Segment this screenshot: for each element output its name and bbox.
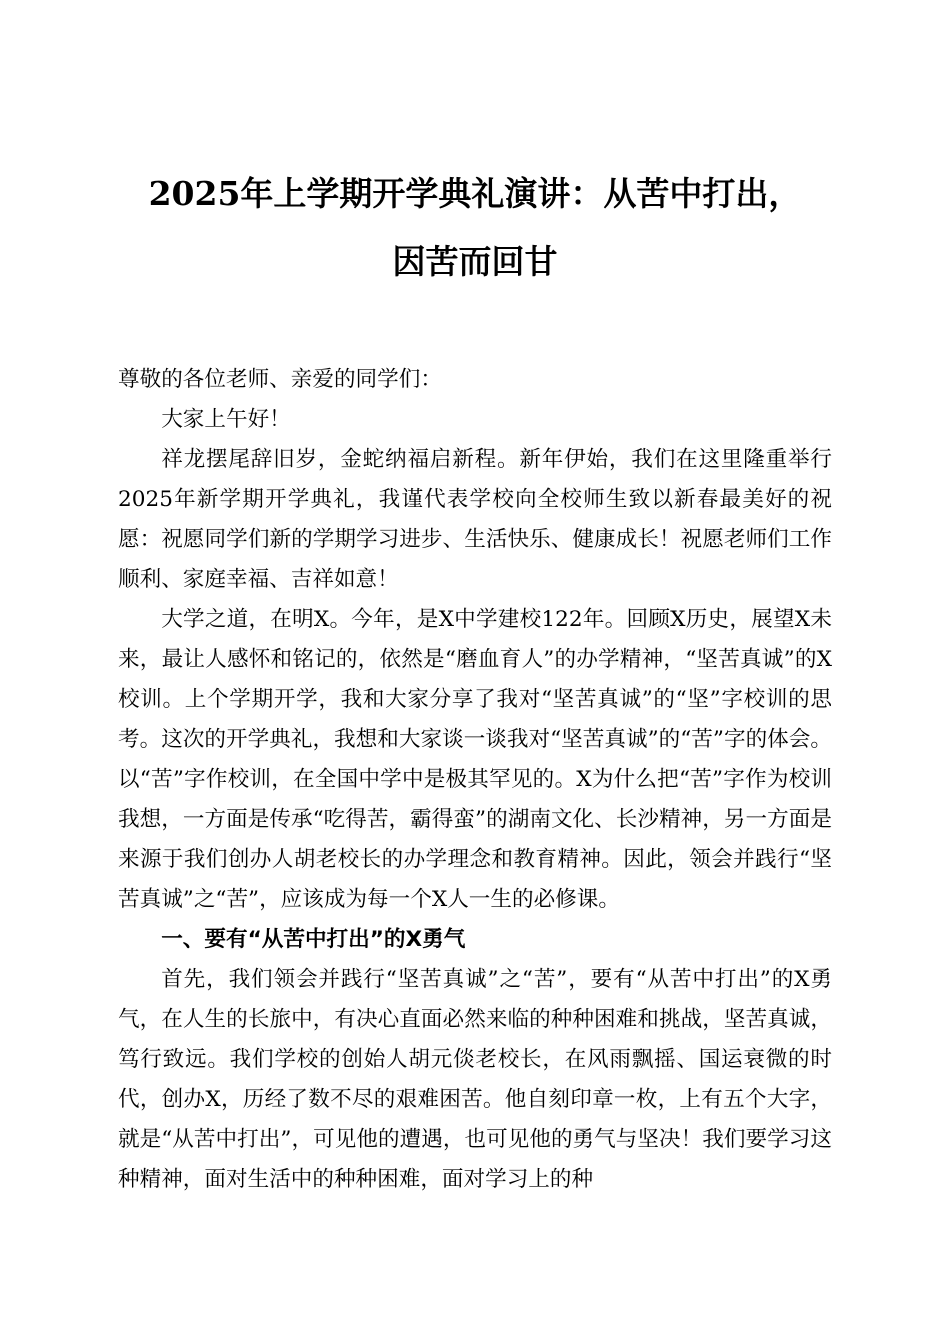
paragraph-section-one: 首先，我们领会并践行“坚苦真诚”之“苦”，要有“从苦中打出”的X勇气，在人生的长旅中，有决心直面必然来临的种种困难和挑战，坚苦真诚，笃行致远。我们学校的创始人胡元倓老校长，在风雨飘摇、国运衰微的时代，创办X，历经了数不尽的艰难困苦。他自刻印章一枚，上有五个大字，就是“从苦中打出”，可见他的遭遇，也可见他的勇气与坚决！我们要学习这种精神，面对生活中的种种困难，面对学习上的种 [118, 967, 832, 1192]
salutation: 尊敬的各位老师、亲爱的同学们： [118, 367, 442, 392]
document-body [118, 360, 832, 1200]
greeting: 大家上午好！ [161, 407, 291, 432]
paragraph-opening: 祥龙摆尾辞旧岁，金蛇纳福启新程。新年伊始，我们在这里隆重举行2025年新学期开学典礼，我谨代表学校向全校师生致以新春最美好的祝愿：祝愿同学们新的学期学习进步、生活快乐、健康成长！祝愿老师们工作顺利、家庭幸福、吉祥如意！ [118, 447, 832, 592]
document-title-line-2: 因苦而回甘 [392, 242, 558, 281]
document-title-line-1: 2025年上学期开学典礼演讲：从苦中打出， [148, 174, 802, 213]
paragraph-school-motto: 大学之道，在明X。今年，是X中学建校122年。回顾X历史，展望X未来，最让人感怀和铭记的，依然是“磨血育人”的办学精神，“坚苦真诚”的X校训。上个学期开学，我和大家分享了我对“坚苦真诚”的“坚”字校训的思考。这次的开学典礼，我想和大家谈一谈我对“坚苦真诚”的“苦”字的体会。以“苦”字作校训，在全国中学中是极其罕见的。X为什么把“苦”字作为校训我想，一方面是传承“吃得苦，霸得蛮”的湖南文化、长沙精神，另一方面是来源于我们创办人胡老校长的办学理念和教育精神。因此，领会并践行“坚苦真诚”之“苦”，应该成为每一个X人一生的必修课。 [118, 607, 832, 912]
section-heading: 一、要有“从苦中打出”的X勇气 [161, 927, 466, 952]
